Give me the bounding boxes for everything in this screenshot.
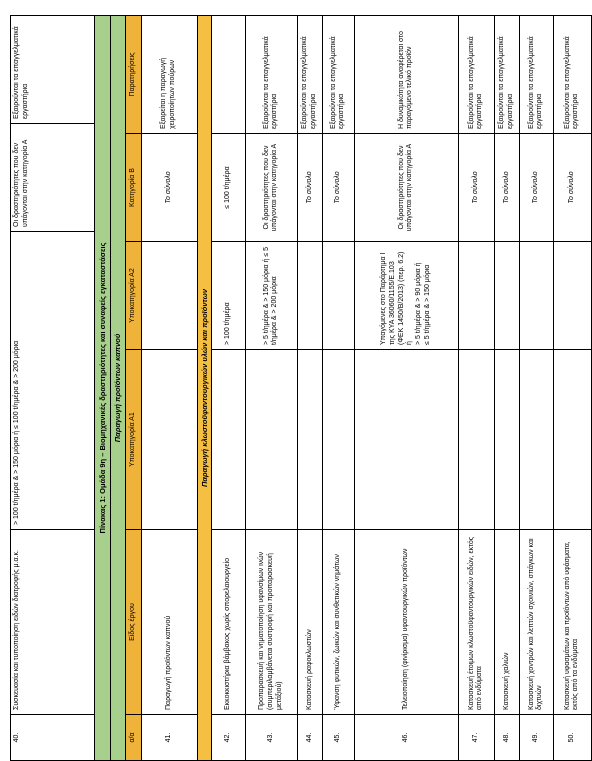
b-threshold: Το σύνολο: [494, 134, 519, 242]
project-type: Κατασκευή ραφοκλωστών: [297, 530, 322, 715]
a2-threshold: > 100 t/ημέρα: [211, 242, 245, 350]
row-number: 45.: [322, 715, 354, 761]
a2-threshold: > 5 t/ημέρα & > 150 μόρια ή ≤ 5 t/ημέρα & > 200 μόρια: [245, 242, 297, 350]
remarks: Η δυναμικότητα αναφέρεται στο παραγόμενο τελικό προϊόν: [354, 15, 458, 133]
row-number: 40.: [11, 715, 142, 761]
row-number: 44.: [297, 715, 322, 761]
project-type: Συσκευασία και τυποποίηση ειδών διατροφής μ.α.κ.: [11, 530, 142, 715]
row-number: 42.: [211, 715, 245, 761]
section-textile: Παραγωγή κλωστοϋφαντουργικών υλών και προϊόντων: [197, 15, 211, 760]
row-number: 46.: [354, 715, 458, 761]
section-header-row: [197, 15, 211, 760]
a1-threshold: [322, 350, 354, 530]
project-type: Κατασκευή χαλιών: [494, 530, 519, 715]
header-b: Κατηγορία Β: [125, 134, 141, 242]
project-type: Κατασκευή υφασμάτων και προϊόντων από υφάσματα, εκτός από τα ενδύματα: [553, 530, 591, 715]
table-row: [141, 15, 197, 760]
header-a1: Υποκατηγορία Α1: [125, 350, 141, 530]
row-number: 41.: [141, 715, 197, 761]
header-a2: Υποκατηγορία Α2: [125, 242, 141, 350]
b-threshold: ≤ 100 t/ημέρα: [211, 134, 245, 242]
a2-threshold: [297, 242, 322, 350]
row-number: 48.: [494, 715, 519, 761]
a1-threshold: [354, 350, 458, 530]
row-number: 49.: [519, 715, 553, 761]
table-row: [322, 15, 354, 760]
table-row: [458, 15, 494, 760]
table-row: [519, 15, 553, 760]
b-threshold: Οι δραστηριότητες που δεν υπάγονται στην κατηγορία Α: [354, 134, 458, 242]
a1-threshold: [141, 350, 197, 530]
table-row: [354, 15, 458, 760]
a2-threshold: [519, 242, 553, 350]
table-row: [494, 15, 519, 760]
remarks: [211, 15, 245, 133]
column-header-row: [125, 15, 141, 760]
row-number: 50.: [553, 715, 591, 761]
remarks: Εξαιρούνται τα επαγγελματικά εργαστήρια: [245, 15, 297, 133]
section-header-row: [111, 15, 125, 760]
a1-threshold: [211, 350, 245, 530]
table-title-row: [95, 15, 111, 760]
remarks: Εξαιρούνται τα επαγγελματικά εργαστήρια: [322, 15, 354, 133]
b-threshold: Το σύνολο: [458, 134, 494, 242]
remarks: Εξαιρούνται τα επαγγελματικά εργαστήρια: [11, 15, 142, 123]
category-table: [94, 15, 592, 761]
a2-threshold: [458, 242, 494, 350]
remarks: Εξαιρούνται τα επαγγελματικά εργαστήρια: [519, 15, 553, 133]
table-row: [297, 15, 322, 760]
header-remarks: Παρατηρήσεις: [125, 15, 141, 133]
remarks: Εξαιρείται η παραγωγή χειροποίητων πούρων: [141, 15, 197, 133]
a1-threshold: [297, 350, 322, 530]
project-type: Προπαρασκευή και νηματοποίηση υφανσίμων ινών (συμπεριλαμβάνεται συστροφή και προπαρασκευή μετάξιού): [245, 530, 297, 715]
a2-threshold: [494, 242, 519, 350]
section-tobacco: Παραγωγή προϊόντων καπνού: [111, 15, 125, 760]
a2-threshold: [553, 242, 591, 350]
a1-threshold: [519, 350, 553, 530]
header-type: Είδος έργου: [125, 530, 141, 715]
a1-threshold: [245, 350, 297, 530]
textile-rows: [211, 15, 591, 760]
table-row: [553, 15, 591, 760]
b-threshold: Το σύνολο: [553, 134, 591, 242]
remarks: Εξαιρούνται τα επαγγελματικά εργαστήρια: [494, 15, 519, 133]
b-threshold: Οι δραστηριότητες που δεν υπάγονται στην κατηγορία Α: [245, 134, 297, 242]
b-threshold: Το σύνολο: [519, 134, 553, 242]
row-number: 47.: [458, 715, 494, 761]
table-title: Πίνακας 1: Ομάδα 9η – Βιομηχανικές δραστηριότητες και συναφείς εγκαταστάσεις: [95, 15, 111, 760]
remarks: Εξαιρούνται τα επαγγελματικά εργαστήρια: [553, 15, 591, 133]
b-threshold: Το σύνολο: [322, 134, 354, 242]
a2-threshold: [141, 242, 197, 350]
project-type: Ύφανση φυτικών, ζωικών και συνθετικών νημάτων: [322, 530, 354, 715]
a2-threshold: > 100 t/ημέρα & > 150 μόρια ή ≤ 100 t/ημέρα & > 200 μόρια: [11, 231, 142, 529]
project-type: Τελειοποίηση (φινίρισμα) υφαντουργικών προϊόντων: [354, 530, 458, 715]
a2-threshold: [322, 242, 354, 350]
a1-threshold: [553, 350, 591, 530]
remarks: Εξαιρούνται τα επαγγελματικά εργαστήρια: [297, 15, 322, 133]
remarks: Εξαιρούνται τα επαγγελματικά εργαστήρια: [458, 15, 494, 133]
a1-threshold: [458, 350, 494, 530]
b-threshold: Το σύνολο: [141, 134, 197, 242]
project-type: Εκκοκκιστήρια βάμβακος χωρίς σπορελαιουργείο: [211, 530, 245, 715]
table-row: [245, 15, 297, 760]
a1-threshold: [494, 350, 519, 530]
b-threshold: Το σύνολο: [297, 134, 322, 242]
a2-threshold: Υπαγόμενες στο Παράρτημα Ι της ΚΥΑ 36060/1155/Ε.103 (ΦΕΚ 1450/Β/2013) (περ. 6.2) ή > 5 t/ημέρα & > 90 μόρια ή ≤ 5 t/ημέρα & > 150 μόρια: [354, 242, 458, 350]
header-num: α/α: [125, 715, 141, 761]
project-type: Κατασκευή χοντρών και λεπτών σχοινιών, σπάγκων και διχτυών: [519, 530, 553, 715]
project-type: Παραγωγή προϊόντων καπνού: [141, 530, 197, 715]
table-row: [211, 15, 245, 760]
row-number: 43.: [245, 715, 297, 761]
b-threshold: Οι δραστηριότητες που δεν υπάγονται στην κατηγορία Α: [11, 123, 142, 231]
project-type: Κατασκευή έτοιμων κλωστοϋφαντουργικών ειδών, εκτός από ενδύματα: [458, 530, 494, 715]
